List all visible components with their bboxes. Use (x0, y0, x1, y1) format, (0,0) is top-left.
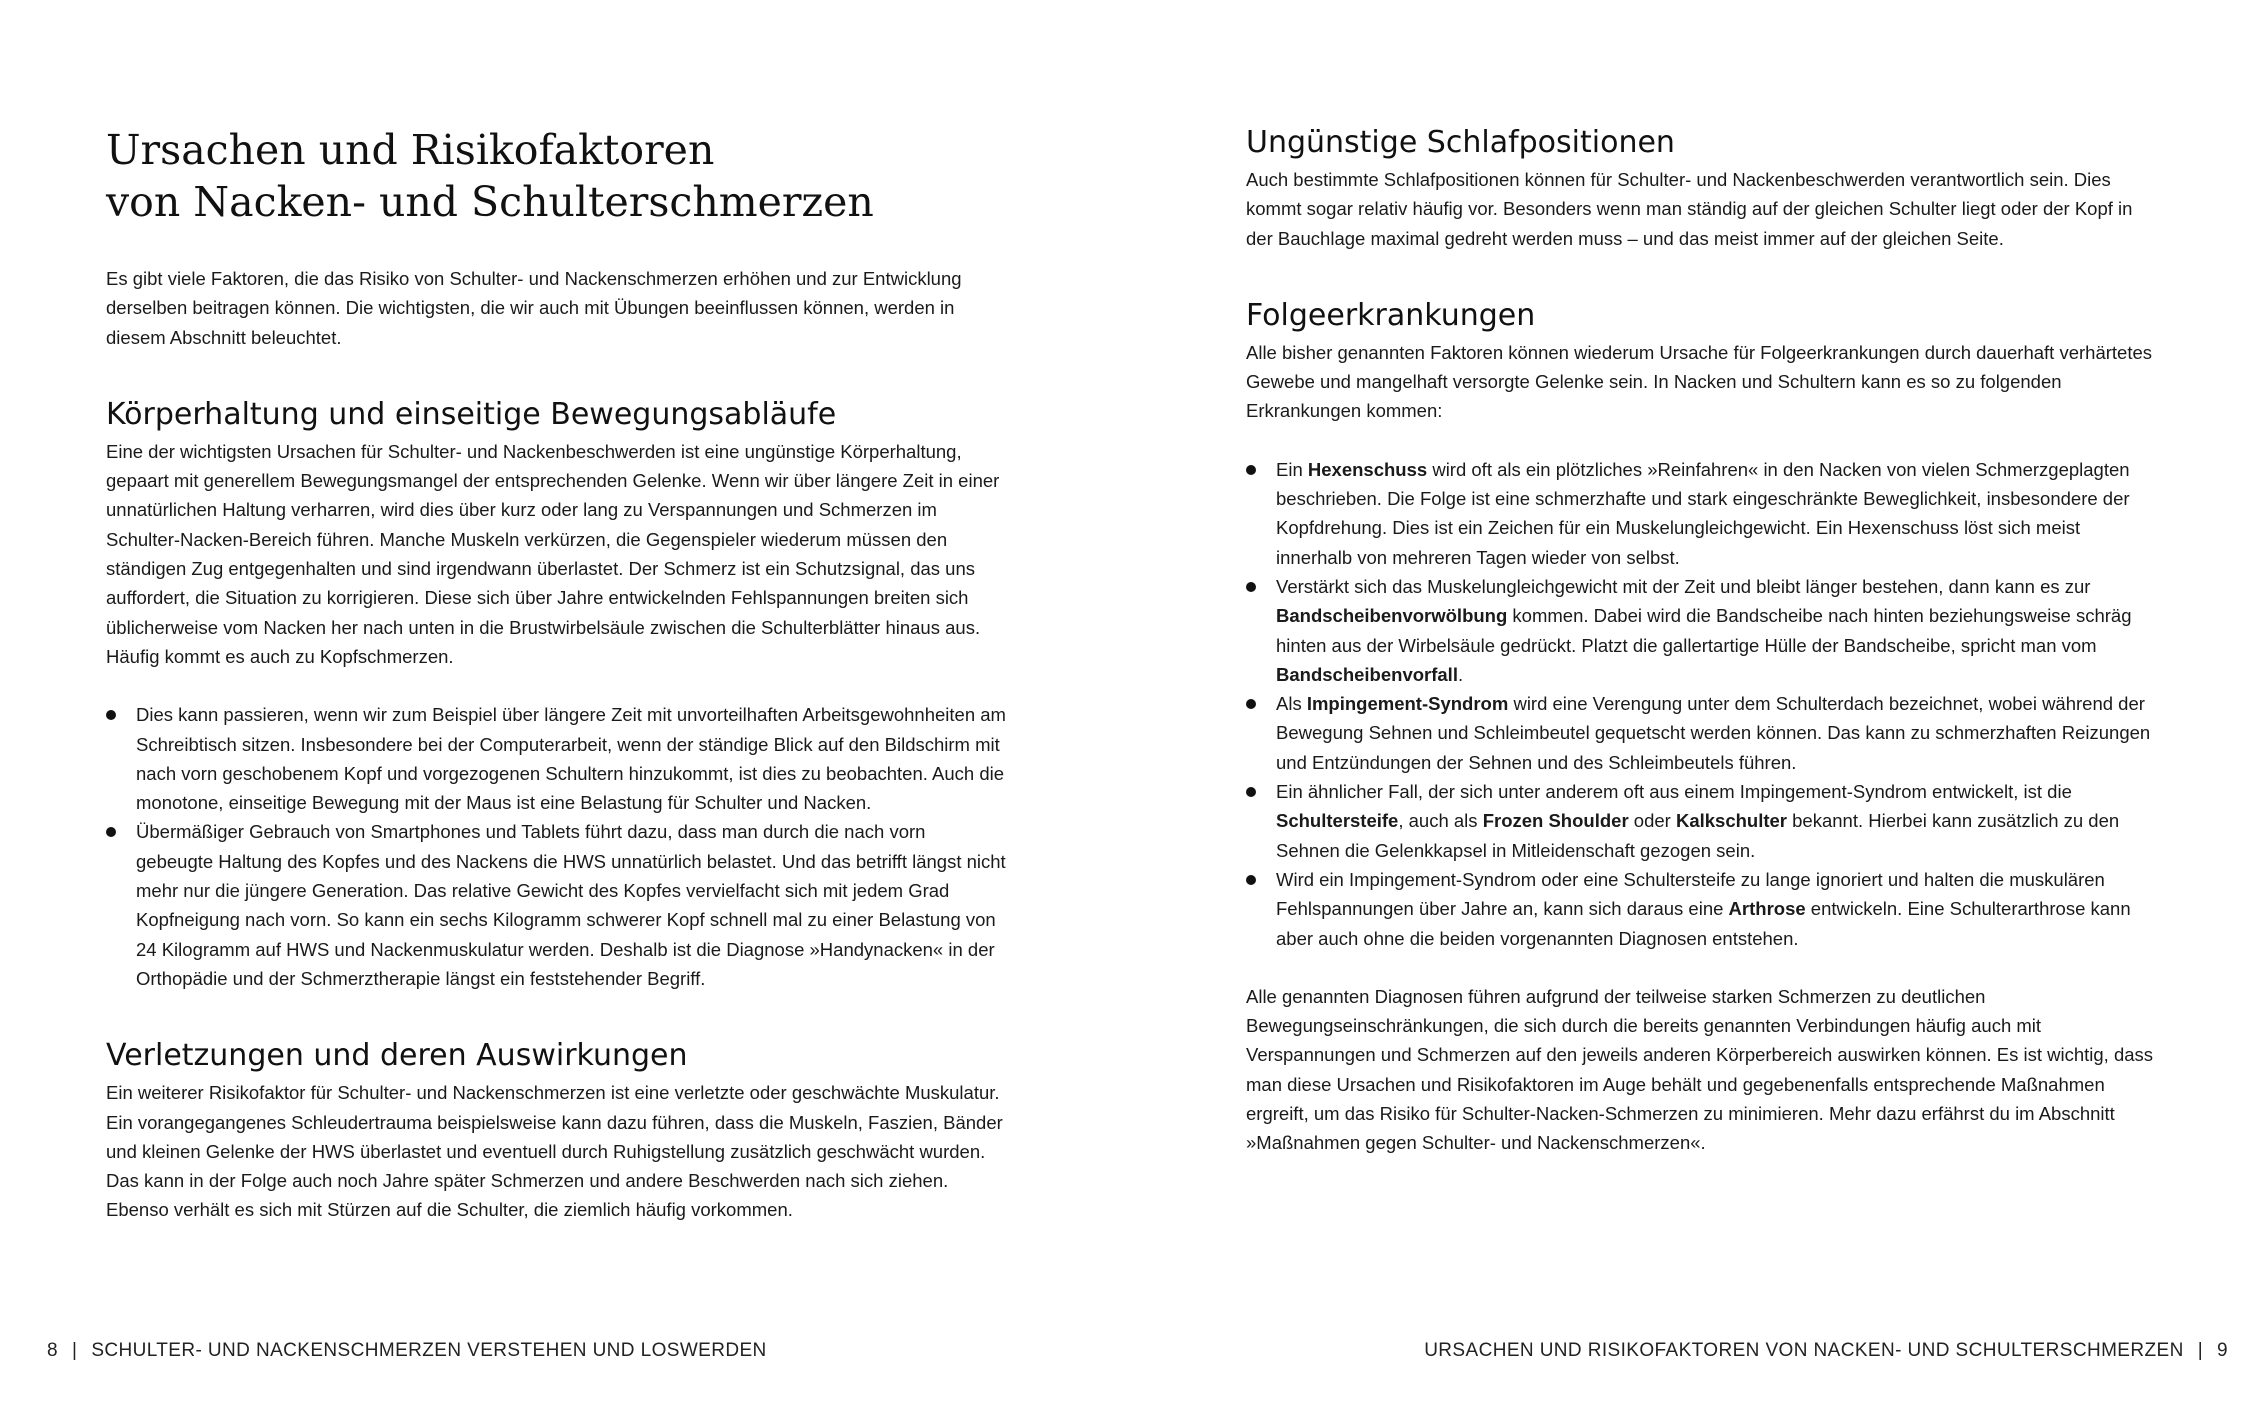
list-item: Ein Hexenschuss wird oft als ein plötzliches »Reinfahren« in den Nacken von vielen Schmerzgeplagten beschrieben. Die Folge ist eine schmerzhafte und stark eingeschränkte Beweglichkeit, insbesondere der Kopfdrehung. Dies ist ein Zeichen für ein Muskelungleichgewicht. Ein Hexenschuss löst sich meist innerhalb von mehreren Tagen wieder von selbst. (1246, 455, 2156, 572)
bullet-icon (1246, 699, 1256, 709)
bullet-icon (1246, 582, 1256, 592)
term-schultersteife: Schultersteife (1276, 810, 1399, 832)
section-heading-schlafpositionen: Ungünstige Schlafpositionen (1246, 125, 1675, 160)
section-heading-folgeerkrankungen: Folgeerkrankungen (1246, 297, 1536, 333)
list-item-text: Übermäßiger Gebrauch von Smartphones und Tablets führt dazu, dass man durch die nach vorn gebeugte Haltung des Kopfes und des Nackens die HWS unnatürlich belastet. Und das betrifft längst nicht mehr nur die jüngere Generation. Das relative Gewicht des Kopfes vervielfacht sich mit jedem Grad Kopfneigung nach vorn. So kann ein sechs Kilogramm schwerer Kopf schnell mal zu einer Belastung von 24 Kilogramm auf HWS und Nackenmuskulatur werden. Deshalb ist die Diagnose »Handynacken« in der Orthopädie und der Schmerztherapie längst ein feststehender Begriff. (136, 821, 1006, 989)
closing-paragraph: Alle genannten Diagnosen führen aufgrund der teilweise starken Schmerzen zu deutlichen Bewegungseinschränkungen, die sich durch die bereits genannten Verbindungen häufig auch mit Verspannungen und Schmerzen auf den jeweils anderen Körperbereich auswirken können. Es ist wichtig, dass man diese Ursachen und Risikofaktoren im Auge behält und gegebenenfalls entsprechende Maßnahmen ergreift, um das Risiko für Schulter-Nacken-Schmerzen zu minimieren. Mehr dazu erfährst du im Abschnitt »Maßnahmen gegen Schulter- und Nackenschmerzen«. (1246, 985, 2154, 1154)
footer-separator: | (71, 1340, 78, 1361)
list-item-text: Dies kann passieren, wenn wir zum Beispiel über längere Zeit mit unvorteilhaften Arbeitsgewohnheiten am Schreibtisch sitzen. Insbesondere bei der Computerarbeit, wenn der ständige Blick auf den Bildschirm mit nach vorn geschobenem Kopf und vorgezogenen Schultern hinzukommt, ist dies zu beobachten. Auch die monotone, einseitige Bewegung mit der Maus ist eine Belastung für Schulter und Nacken. (136, 704, 1006, 814)
intro-paragraph: Es gibt viele Faktoren, die das Risiko von Schulter- und Nackenschmerzen erhöhen und zur Entwicklung derselben beitragen können. Die wichtigsten, die wir auch mit Übungen beeinflussen können, werden in diesem Abschnitt beleuchtet. (106, 268, 962, 348)
bullet-list-koerperhaltung (106, 700, 1006, 993)
term-frozen-shoulder: Frozen Shoulder (1482, 810, 1629, 832)
footer-right (1424, 1340, 2228, 1362)
section-text-schlafpositionen: Auch bestimmte Schlafpositionen können für Schulter- und Nackenbeschwerden verantwortlich sein. Dies kommt sogar relativ häufig vor. Besonders wenn man ständig auf der gleichen Schulter liegt oder der Kopf in der Bauchlage maximal gedreht werden muss – und das meist immer auf der gleichen Seite. (1246, 169, 2133, 249)
list-item: Verstärkt sich das Muskelungleichgewicht mit der Zeit und bleibt länger bestehen, dann kann es zur Bandscheibenvorwölbung kommen. Dabei wird die Bandscheibe nach hinten beziehungsweise schräg hinten aus der Wirbelsäule gedrückt. Platzt die gallertartige Hülle der Bandscheibe, spricht man vom Bandscheibenvorfall. (1246, 572, 2156, 689)
list-item: Als Impingement-Syndrom wird eine Verengung unter dem Schulterdach bezeichnet, wobei während der Bewegung Sehnen und Schleimbeutel gequetscht werden können. Das kann zu schmerzhaften Reizungen und Entzündungen der Sehnen und des Schleimbeutels führen. (1246, 689, 2156, 777)
running-title: URSACHEN UND RISIKOFAKTOREN VON NACKEN- UND SCHULTERSCHMERZEN (1424, 1340, 2184, 1361)
footer-separator: | (2197, 1340, 2204, 1361)
term-impingement-syndrom: Impingement-Syndrom (1306, 693, 1509, 715)
bullet-icon (1246, 875, 1256, 885)
list-item (106, 700, 1006, 817)
list-item (106, 817, 1006, 993)
section-heading-verletzungen: Verletzungen und deren Auswirkungen (106, 1038, 688, 1074)
running-title: SCHULTER- UND NACKENSCHMERZEN VERSTEHEN UND LOSWERDEN (91, 1340, 767, 1361)
page-title-line-2: von Nacken- und Schulterschmerzen (106, 178, 874, 226)
bullet-icon (106, 710, 116, 720)
term-bandscheibenvorfall: Bandscheibenvorfall (1276, 663, 1458, 685)
footer-left (47, 1340, 767, 1362)
right-page (1122, 0, 2244, 1417)
page-title-line-1: Ursachen und Risikofaktoren (106, 126, 715, 174)
page-number: 9 (2217, 1340, 2228, 1361)
page-number: 8 (47, 1340, 58, 1361)
right-column (1246, 124, 2156, 1158)
section-heading-koerperhaltung: Körperhaltung und einseitige Bewegungsabläufe (106, 396, 837, 432)
bullet-icon (1246, 465, 1256, 475)
section-text-koerperhaltung: Eine der wichtigsten Ursachen für Schulter- und Nackenbeschwerden ist eine ungünstige Körperhaltung, gepaart mit generellem Bewegungsmangel der entsprechenden Gelenke. Wenn wir über längere Zeit in einer unnatürlichen Haltung verharren, wird dies über kurz oder lang zu Verspannungen und Schmerzen im Schulter-Nacken-Bereich führen. Manche Muskeln verkürzen, die Gegenspieler wiederum müssen den ständigen Zug entgegenhalten und sind irgendwann überlastet. Der Schmerz ist ein Schutzsignal, das uns auffordert, die Situation zu korrigieren. Diese sich über Jahre entwickelnden Fehlspannungen breiten sich üblicherweise vom Nacken her nach unten in die Brustwirbelsäule zwischen die Schulterblätter hinaus aus. Häufig kommt es auch zu Kopfschmerzen. (106, 440, 1000, 667)
section-text-folgeerkrankungen: Alle bisher genannten Faktoren können wiederum Ursache für Folgeerkrankungen durch dauerhaft verhärtetes Gewebe und mangelhaft versorgte Gelenke sein. In Nacken und Schultern kann es so zu folgenden Erkrankungen kommen: (1246, 341, 2153, 422)
bullet-icon (1246, 787, 1256, 797)
page-title (106, 124, 1006, 228)
bullet-list-folgeerkrankungen (1246, 455, 2156, 953)
term-bandscheibenvorwoelbung: Bandscheibenvorwölbung (1276, 605, 1508, 627)
bullet-icon (106, 827, 116, 837)
section-text-verletzungen: Ein weiterer Risikofaktor für Schulter- und Nackenschmerzen ist eine verletzte oder geschwächte Muskulatur. Ein vorangegangenes Schleudertrauma beispielsweise kann dazu führen, dass die Muskeln, Faszien, Bänder und kleinen Gelenke der HWS überlastet und eventuell durch Ruhigstellung zusätzlich geschwächt wurden. Das kann in der Folge auch noch Jahre später Schmerzen und andere Beschwerden nach sich ziehen. Ebenso verhält es sich mit Stürzen auf die Schulter, die ziemlich häufig vorkommen. (106, 1082, 1003, 1221)
term-kalkschulter: Kalkschulter (1675, 810, 1787, 832)
list-item: Ein ähnlicher Fall, der sich unter anderem oft aus einem Impingement-Syndrom entwickelt, ist die Schultersteife, auch als Frozen Shoulder oder Kalkschulter bekannt. Hierbei kann zusätzlich zu den Sehnen die Gelenkkapsel in Mitleidenschaft gezogen sein. (1246, 777, 2156, 865)
left-column (106, 124, 1006, 1225)
list-item: Wird ein Impingement-Syndrom oder eine Schultersteife zu lange ignoriert und halten die muskulären Fehlspannungen über Jahre an, kann sich daraus eine Arthrose entwickeln. Eine Schulterarthrose kann aber auch ohne die beiden vorgenannten Diagnosen entstehen. (1246, 865, 2156, 953)
term-arthrose: Arthrose (1728, 898, 1806, 920)
term-hexenschuss: Hexenschuss (1307, 458, 1428, 480)
